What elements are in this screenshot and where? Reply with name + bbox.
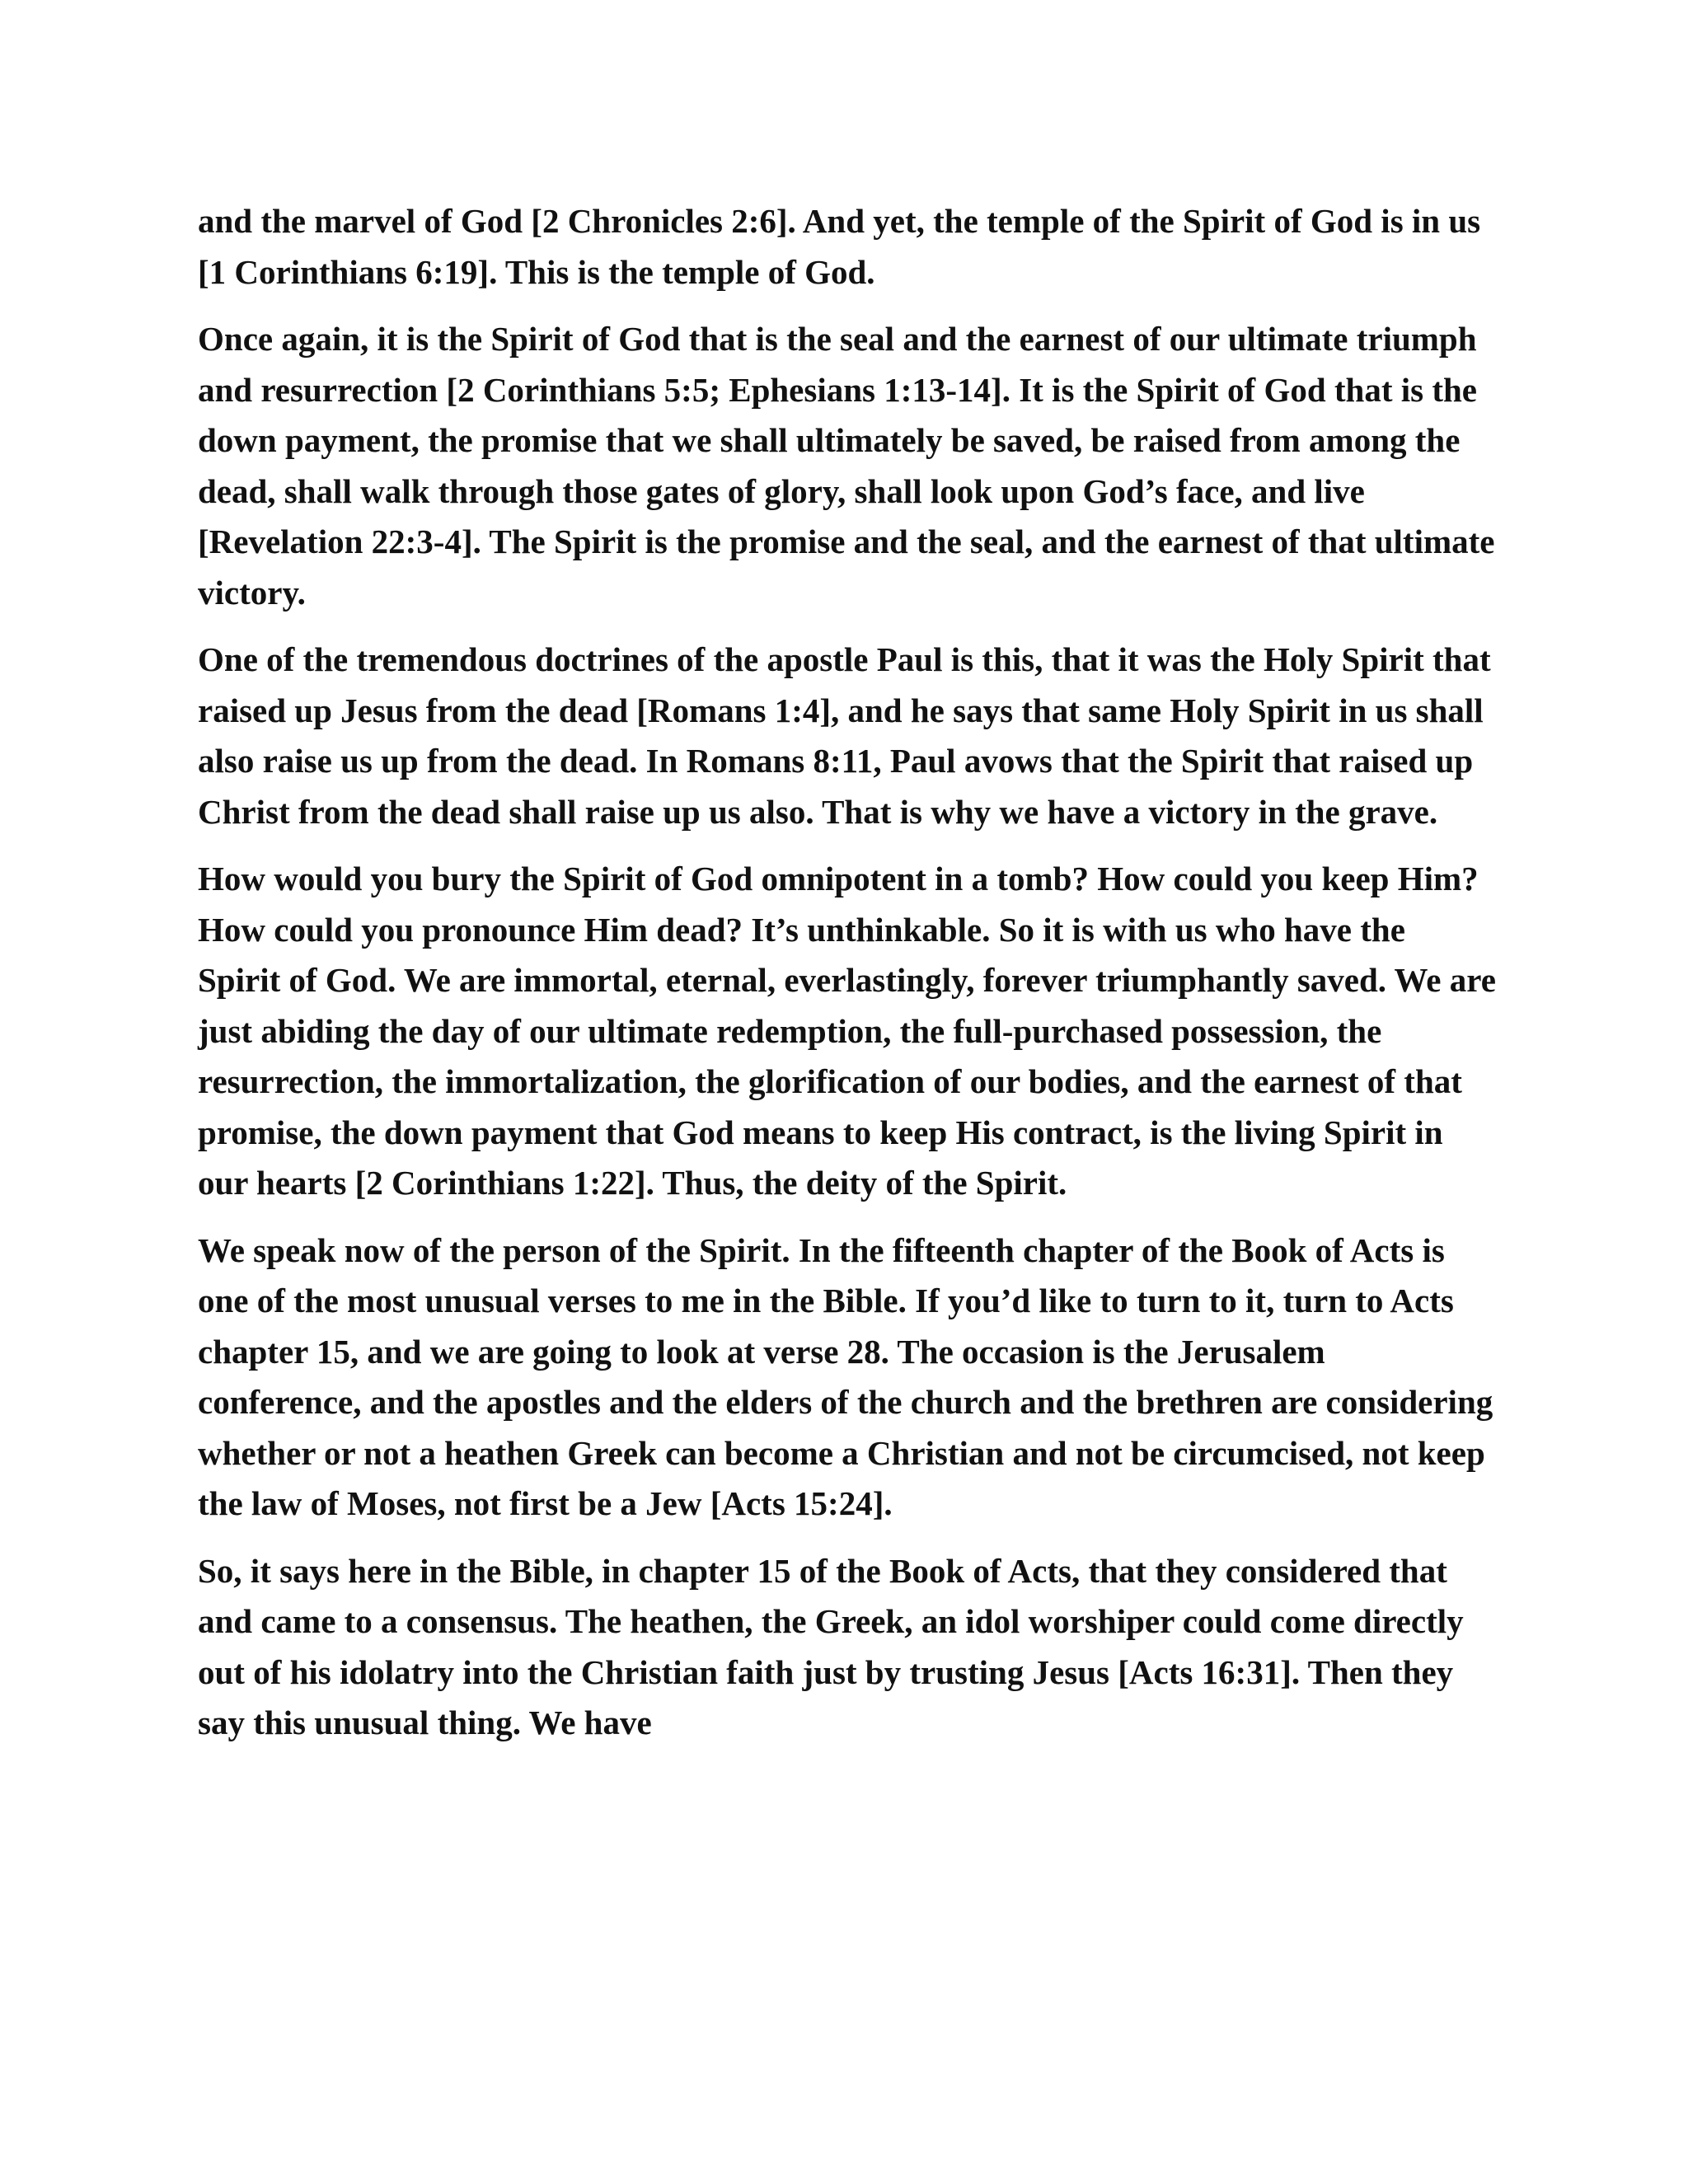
paragraph-temple-of-god: and the marvel of God [2 Chronicles 2:6]. And yet, the temple of the Spirit of God is in us [1 Corinthians 6:19]. This is the temple of God. <box>198 202 1481 291</box>
paragraph-person-of-the-spirit: We speak now of the person of the Spirit. In the fifteenth chapter of the Book of Acts is one of the most unusual verses to me in the Bible. If you’d like to turn to it, turn to Acts chapter 15, and we are going to look at verse 28. The occasion is the Jerusalem conference, and the apostles and the elders of the church and the brethren are considering whether or not a heathen Greek can become a Christian and not be circumcised, not keep the law of Moses, not first be a Jew [Acts 15:24]. <box>198 1230 1493 1522</box>
paragraph-seal-and-earnest: Once again, it is the Spirit of God that is the seal and the earnest of our ultimate triumph and resurrection [2 Corinthians 5:5; Ephesians 1:13-14]. It is the Spirit of God that is the down payment, the promise that we shall ultimately be saved, be raised from among the dead, shall walk through those gates of glory, shall look upon God’s face, and live [Revelation 22:3-4]. The Spirit is the promise and the seal, and the earnest of that ultimate victory. <box>198 320 1495 612</box>
paragraph-bury-the-spirit: How would you bury the Spirit of God omnipotent in a tomb? How could you keep Him? How could you pronounce Him dead? It’s unthinkable. So it is with us who have the Spirit of God. We are immortal, eternal, everlastingly, forever triumphantly saved. We are just abiding the day of our ultimate redemption, the full-purchased possession, the resurrection, the immortalization, the glorification of our bodies, and the earnest of that promise, the down payment that God means to keep His contract, is the living Spirit in our hearts [2 Corinthians 1:22]. Thus, the deity of the Spirit. <box>198 860 1496 1202</box>
paragraph-acts-chapter-15: So, it says here in the Bible, in chapter 15 of the Book of Acts, that they considered that and came to a consensus. The heathen, the Greek, an idol worshiper could come directly out of his idolatry into the Christian faith just by trusting Jesus [Acts 16:31]. Then they say this unusual thing. We have <box>198 1551 1464 1741</box>
paragraph-doctrines-of-paul: One of the tremendous doctrines of the apostle Paul is this, that it was the Holy Spirit that raised up Jesus from the dead [Romans 1:4], and he says that same Holy Spirit in us shall also raise us up from the dead. In Romans 8:11, Paul avows that the Spirit that raised up Christ from the dead shall raise up us also. That is why we have a victory in the grave. <box>198 640 1491 831</box>
document-body <box>198 196 1496 1765</box>
